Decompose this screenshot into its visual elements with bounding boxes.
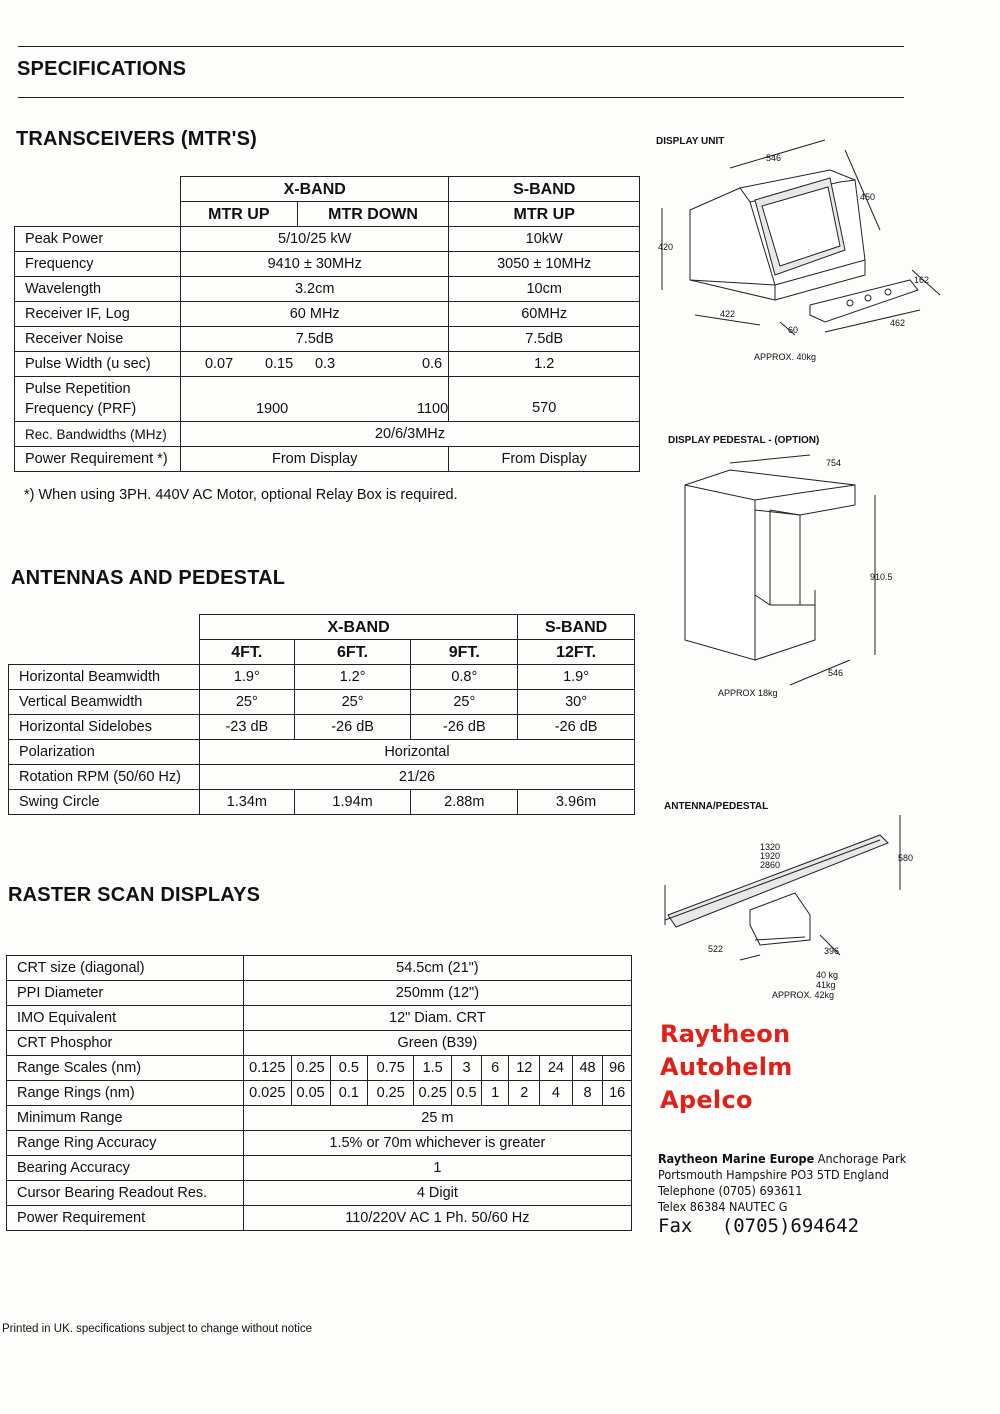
weight-label: APPROX. 42kg	[772, 990, 835, 1000]
cell: -23 dB	[199, 715, 294, 740]
raytheon-logo: Raytheon	[660, 1020, 791, 1048]
cell: 0.75	[368, 1056, 414, 1081]
raster-table	[6, 955, 632, 1231]
address-text: Anchorage Park	[814, 1151, 907, 1166]
row-label: Cursor Bearing Readout Res.	[7, 1181, 244, 1206]
fax-label: Fax	[658, 1215, 693, 1237]
cell: 1	[243, 1156, 631, 1181]
weight-label: 41kg	[816, 980, 836, 990]
table-row	[7, 956, 632, 981]
xband-header: X-BAND	[180, 177, 448, 202]
cell: From Display	[180, 447, 448, 472]
telex: Telex 86384 NAUTEC G	[658, 1199, 788, 1214]
cell: 1.5% or 70m whichever is greater	[243, 1131, 631, 1156]
row-label: Horizontal Beamwidth	[9, 665, 200, 690]
row-label: IMO Equivalent	[7, 1006, 244, 1031]
row-label: Range Scales (nm)	[7, 1056, 244, 1081]
table-row	[9, 790, 635, 815]
table-row	[7, 1206, 632, 1231]
row-label: PPI Diameter	[7, 981, 244, 1006]
table-row	[15, 447, 640, 472]
cell: 3050 ± 10MHz	[449, 252, 640, 277]
footnote: *) When using 3PH. 440V AC Motor, optional Relay Box is required.	[24, 487, 458, 503]
row-label: Bearing Accuracy	[7, 1156, 244, 1181]
row-label: Receiver IF, Log	[15, 302, 181, 327]
cell: 8	[572, 1081, 603, 1106]
footer-note: Printed in UK. specifications subject to change without notice	[2, 1323, 313, 1335]
cell: 9410 ± 30MHz	[180, 252, 448, 277]
table-row	[7, 1006, 632, 1031]
antennas-table	[8, 614, 635, 815]
title-rule	[18, 97, 904, 98]
cell: 48	[572, 1056, 603, 1081]
page-title: SPECIFICATIONS	[17, 58, 187, 80]
dim-label: 2860	[760, 860, 781, 870]
sband-header: S-BAND	[518, 615, 635, 640]
dim-label: 420	[658, 242, 674, 252]
cell: 25 m	[243, 1106, 631, 1131]
transceivers-heading: TRANSCEIVERS (MTR'S)	[16, 128, 257, 150]
dim-label: 522	[708, 944, 724, 954]
cell: 1.94m	[294, 790, 411, 815]
cell: -26 dB	[294, 715, 411, 740]
table-row	[15, 227, 640, 252]
cell: 0.25	[291, 1056, 330, 1081]
dim-label: 462	[890, 318, 906, 328]
cell: 2.88m	[411, 790, 518, 815]
row-label: Power Requirement	[7, 1206, 244, 1231]
table-row	[9, 715, 635, 740]
column-header: 4FT.	[199, 640, 294, 665]
mtr-up-header: MTR UP	[180, 202, 297, 227]
table-row	[9, 615, 635, 640]
dim-label: 162	[914, 275, 930, 285]
cell: 12	[509, 1056, 540, 1081]
company-name: Raytheon Marine Europe	[658, 1151, 815, 1166]
raster-heading: RASTER SCAN DISPLAYS	[8, 884, 261, 906]
antennas-heading: ANTENNAS AND PEDESTAL	[11, 567, 286, 589]
cell: 10kW	[449, 227, 640, 252]
table-row	[7, 1106, 632, 1131]
cell-value: 0.6	[421, 356, 443, 372]
cell: 0.125	[243, 1056, 291, 1081]
column-header: 9FT.	[411, 640, 518, 665]
table-row	[15, 377, 640, 422]
row-label: Range Ring Accuracy	[7, 1131, 244, 1156]
row-label-line: Pulse Repetition	[25, 381, 131, 397]
row-label: CRT Phosphor	[7, 1031, 244, 1056]
row-label	[15, 377, 181, 422]
cell: 20/6/3MHz	[180, 422, 639, 447]
mtr-down-header: MTR DOWN	[297, 202, 449, 227]
dim-label: 422	[720, 309, 736, 319]
cell: 250mm (12")	[243, 981, 631, 1006]
weight-label: APPROX. 40kg	[754, 352, 817, 362]
row-label: Peak Power	[15, 227, 181, 252]
antenna-title: ANTENNA/PEDESTAL	[664, 801, 769, 812]
row-label-line: Frequency (PRF)	[25, 401, 137, 417]
cell: 60 MHz	[180, 302, 448, 327]
telephone: Telephone (0705) 693611	[658, 1183, 803, 1198]
table-row	[7, 981, 632, 1006]
row-label: Vertical Beamwidth	[9, 690, 200, 715]
dim-label: 546	[828, 668, 844, 678]
row-label: Minimum Range	[7, 1106, 244, 1131]
cell: 12" Diam. CRT	[243, 1006, 631, 1031]
antenna-weights	[772, 970, 839, 1000]
row-label: Wavelength	[15, 277, 181, 302]
cell: From Display	[449, 447, 640, 472]
cell: 1.2°	[294, 665, 411, 690]
row-label: Horizontal Sidelobes	[9, 715, 200, 740]
cell: 21/26	[199, 765, 634, 790]
cell: 1	[481, 1081, 509, 1106]
table-row	[15, 177, 640, 202]
row-label: Rotation RPM (50/60 Hz)	[9, 765, 200, 790]
table-row	[15, 327, 640, 352]
cell-value: 0.3	[314, 356, 336, 372]
autohelm-logo: Autohelm	[660, 1053, 793, 1081]
display-unit-title: DISPLAY UNIT	[656, 136, 725, 147]
table-row	[9, 640, 635, 665]
row-label: Rec. Bandwidths (MHz)	[15, 422, 181, 447]
s-mtr-up-header: MTR UP	[449, 202, 640, 227]
address-line-1	[658, 1151, 906, 1167]
display-unit-drawing	[650, 140, 950, 370]
weight-label: 40 kg	[816, 970, 839, 980]
transceivers-table	[14, 176, 640, 472]
prf-x-cell	[180, 377, 448, 422]
table-row	[9, 690, 635, 715]
cell: 1.5	[414, 1056, 452, 1081]
dim-label: 60	[788, 325, 799, 335]
address-block	[658, 1151, 906, 1215]
row-label: CRT size (diagonal)	[7, 956, 244, 981]
table-row	[9, 765, 635, 790]
cell: 30°	[518, 690, 635, 715]
row-label: Frequency	[15, 252, 181, 277]
cell: 25°	[199, 690, 294, 715]
table-row	[15, 277, 640, 302]
cell: Green (B39)	[243, 1031, 631, 1056]
pedestal-title: DISPLAY PEDESTAL - (OPTION)	[668, 435, 820, 446]
top-rule	[18, 46, 904, 47]
table-row	[7, 1156, 632, 1181]
cell: 1.2	[449, 352, 640, 377]
table-row	[9, 740, 635, 765]
table-row	[7, 1081, 632, 1106]
apelco-logo: Apelco	[660, 1086, 753, 1114]
sband-header: S-BAND	[449, 177, 640, 202]
cell: 110/220V AC 1 Ph. 50/60 Hz	[243, 1206, 631, 1231]
pulse-width-x-cell	[180, 352, 448, 377]
table-row	[15, 352, 640, 377]
cell: 96	[603, 1056, 632, 1081]
cell-value: 1100	[416, 401, 449, 417]
cell: 60MHz	[449, 302, 640, 327]
cell: 4 Digit	[243, 1181, 631, 1206]
cell: 7.5dB	[449, 327, 640, 352]
weight-label: APPROX 18kg	[718, 688, 778, 698]
cell: 7.5dB	[180, 327, 448, 352]
row-label: Swing Circle	[9, 790, 200, 815]
antenna-drawing	[660, 815, 930, 965]
dim-label: 754	[826, 458, 842, 468]
row-label: Power Requirement *)	[15, 447, 181, 472]
cell: 4	[540, 1081, 573, 1106]
cell: 6	[481, 1056, 509, 1081]
table-row	[7, 1056, 632, 1081]
dim-label: 450	[860, 192, 876, 202]
row-label: Receiver Noise	[15, 327, 181, 352]
table-row	[15, 252, 640, 277]
cell: 0.25	[368, 1081, 414, 1106]
address-line-2: Portsmouth Hampshire PO3 5TD England	[658, 1167, 889, 1182]
cell: 0.1	[330, 1081, 368, 1106]
table-row	[7, 1181, 632, 1206]
cell: 0.8°	[411, 665, 518, 690]
dim-label: 910.5	[870, 572, 893, 582]
dim-label: 580	[898, 853, 914, 863]
dim-label: 546	[766, 153, 782, 163]
cell: 3.96m	[518, 790, 635, 815]
cell: 3.2cm	[180, 277, 448, 302]
cell: 16	[603, 1081, 632, 1106]
dim-label: 1920	[760, 851, 781, 861]
column-header: 12FT.	[518, 640, 635, 665]
cell: Horizontal	[199, 740, 634, 765]
dim-label: 396	[824, 946, 840, 956]
cell: 0.5	[452, 1081, 482, 1106]
cell: 0.05	[291, 1081, 330, 1106]
cell-value: 0.07	[204, 356, 234, 372]
xband-header: X-BAND	[199, 615, 517, 640]
cell: 3	[452, 1056, 482, 1081]
fax-number: (0705)694642	[721, 1215, 860, 1237]
cell: 10cm	[449, 277, 640, 302]
cell: 1.34m	[199, 790, 294, 815]
cell-value: 1900	[255, 401, 289, 417]
cell: 570	[449, 377, 640, 422]
cell: 1.9°	[199, 665, 294, 690]
row-label: Range Rings (nm)	[7, 1081, 244, 1106]
cell: 25°	[294, 690, 411, 715]
cell: 0.25	[414, 1081, 452, 1106]
cell: 0.5	[330, 1056, 368, 1081]
table-row	[7, 1031, 632, 1056]
cell: 54.5cm (21")	[243, 956, 631, 981]
table-row	[9, 665, 635, 690]
cell: 1.9°	[518, 665, 635, 690]
cell: 24	[540, 1056, 573, 1081]
cell: -26 dB	[518, 715, 635, 740]
cell: 5/10/25 kW	[180, 227, 448, 252]
antenna-lengths	[760, 843, 780, 870]
row-label: Polarization	[9, 740, 200, 765]
fax-line	[658, 1215, 859, 1237]
table-row	[15, 302, 640, 327]
cell: -26 dB	[411, 715, 518, 740]
row-label: Pulse Width (u sec)	[15, 352, 181, 377]
cell: 2	[509, 1081, 540, 1106]
cell-value: 0.15	[264, 356, 294, 372]
table-row	[15, 202, 640, 227]
cell: 25°	[411, 690, 518, 715]
table-row	[15, 422, 640, 447]
dim-label: 1320	[760, 842, 781, 852]
column-header: 6FT.	[294, 640, 411, 665]
cell: 0.025	[243, 1081, 291, 1106]
table-row	[7, 1131, 632, 1156]
